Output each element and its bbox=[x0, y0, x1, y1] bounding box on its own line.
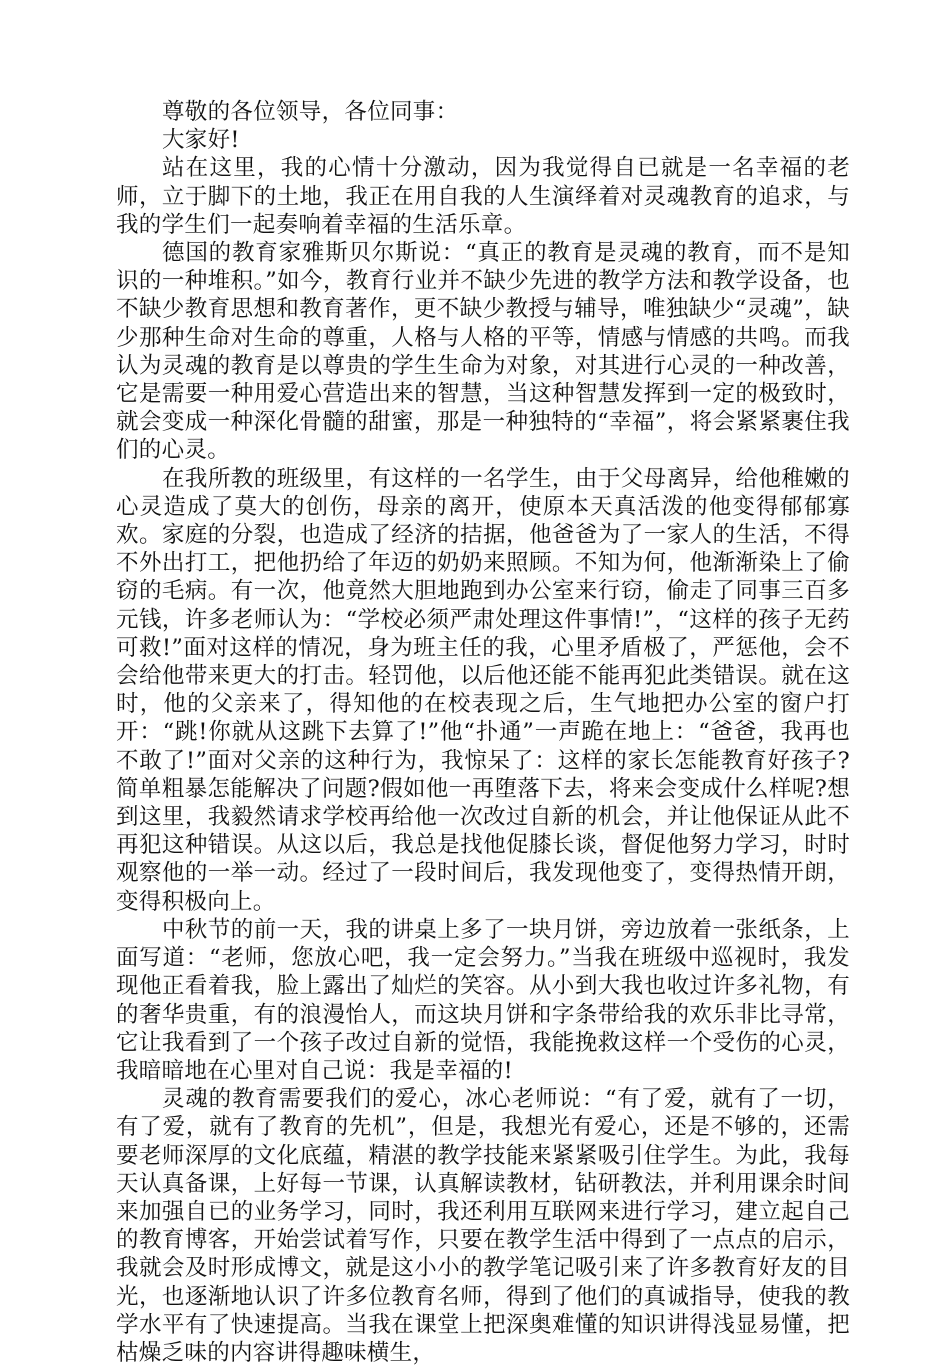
paragraph-intro: 站在这里，我的心情十分激动，因为我觉得自已就是一名幸福的老师，立于脚下的土地，我正在用自我的人生演绎着对灵魂教育的追求，与我的学生们一起奏响着幸福的生活乐章。 bbox=[116, 155, 850, 238]
greeting: 大家好! bbox=[162, 127, 240, 154]
salutation: 尊敬的各位领导，各位同事： bbox=[162, 99, 459, 125]
paragraph-jaspers-quote: 德国的教育家雅斯贝尔斯说：“真正的教育是灵魂的教育，而不是知识的一种堆积。”如今，教育行业并不缺少先进的教学方法和教学设备，也不缺少教育思想和教育著作，更不缺少教授与辅导，唯独缺少“灵魂”，缺少那种生命对生命的尊重，人格与人格的平等，情感与情感的共鸣。而我认为灵魂的教育是以尊贵的学生生命为对象，对其进行心灵的一种改善，它是需要一种用爱心营造出来的智慧，当这种智慧发挥到一定的极致时，就会变成一种深化骨髓的甜蜜，那是一种独特的“幸福”，将会紧紧裹住我们的心灵。 bbox=[116, 240, 850, 464]
paragraph-mooncake: 中秋节的前一天，我的讲桌上多了一块月饼，旁边放着一张纸条，上面写道：“老师，您放心吧，我一定会努力。”当我在班级中巡视时，我发现他正看着我，脸上露出了灿烂的笑容。从小到大我也收过许多礼物，有的奢华贵重，有的浪漫怡人，而这块月饼和字条带给我的欢乐非比寻常，它让我看到了一个孩子改过自新的觉悟，我能挽救这样一个受伤的心灵，我暗暗地在心里对自己说：我是幸福的! bbox=[116, 916, 850, 1084]
paragraph-student-story: 在我所教的班级里，有这样的一名学生，由于父母离异，给他稚嫩的心灵造成了莫大的创伤，母亲的离开，使原本天真活泼的他变得郁郁寡欢。家庭的分裂，也造成了经济的拮据，他爸爸为了一家人的生活，不得不外出打工，把他扔给了年迈的奶奶来照顾。不知为何，他渐渐染上了偷窃的毛病。有一次，他竟然大胆地跑到办公室来行窃，偷走了同事三百多元钱，许多老师认为：“学校必须严肃处理这件事情!”，“这样的孩子无药可救!”面对这样的情况，身为班主任的我，心里矛盾极了，严惩他，会不会给他带来更大的打击。轻罚他，以后他还能不能再犯此类错误。就在这时，他的父亲来了，得知他的在校表现之后，生气地把办公室的窗户打开：“跳!你就从这跳下去算了!”他“扑通”一声跪在地上：“爸爸，我再也不敢了!”面对父亲的这种行为，我惊呆了：这样的家长怎能教育好孩子?简单粗暴怎能解决了问题?假如他一再堕落下去，将来会变成什么样呢?想到这里，我毅然请求学校再给他一次改过自新的机会，并让他保证从此不再犯这种错误。从这以后，我总是找他促膝长谈，督促他努力学习，时时观察他的一举一动。经过了一段时间后，我发现他变了，变得热情开朗，变得积极向上。 bbox=[116, 465, 850, 915]
paragraph-love-education: 灵魂的教育需要我们的爱心，冰心老师说：“有了爱，就有了一切，有了爱，就有了教育的先机”，但是，我想光有爱心，还是不够的，还需要老师深厚的文化底蕴，精湛的教学技能来紧紧吸引住学生。为此，我每天认真备课，上好每一节课，认真解读教材，钻研教法，并利用课余时间来加强自已的业务学习，同时，我还利用互联网来进行学习，建立起自己的教育博客，开始尝试着写作，只要在教学生活中得到了一点点的启示，我就会及时形成博文，就是这小小的教学笔记吸引来了许多教育好友的目光，也逐渐地认识了许多位教育名师，得到了他们的真诚指导，使我的教学水平有了快速提高。当我在课堂上把深奥难懂的知识讲得浅显易懂，把枯燥乏味的内容讲得趣味横生， bbox=[116, 1086, 850, 1366]
speech-body bbox=[116, 98, 850, 1367]
